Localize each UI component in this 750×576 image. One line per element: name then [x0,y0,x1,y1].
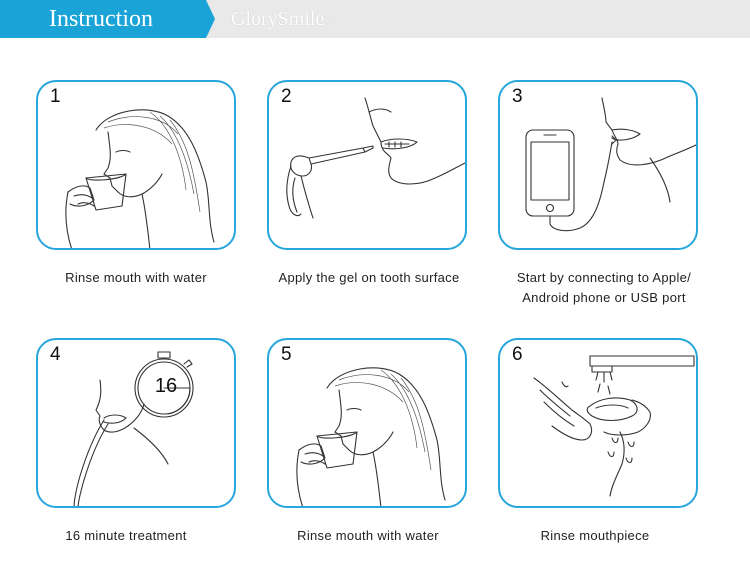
step-number: 1 [50,86,61,107]
step-number: 2 [281,86,292,107]
header-bar [0,0,750,38]
step-card-1 [36,80,236,250]
step-caption-2: Apply the gel on tooth surface [278,270,460,285]
apply-gel-illustration [269,82,467,250]
step-caption-3-line2: Android phone or USB port [522,290,686,305]
step-caption-1: Rinse mouth with water [65,270,207,285]
rinse-mouthpiece-illustration [500,340,698,508]
step-card-6 [498,338,698,508]
rinse-mouth-illustration [38,82,236,250]
step-caption-5: Rinse mouth with water [297,528,439,543]
page-title: Instruction [49,6,153,32]
step-caption-6: Rinse mouthpiece [540,528,650,543]
timer-readout: 16 [154,375,178,397]
step-number: 4 [50,344,61,365]
rinse-mouth-illustration [269,340,467,508]
step-card-4 [36,338,236,508]
step-caption-4: 16 minute treatment [65,528,187,543]
registered-mark: ® [324,17,330,25]
step-card-3 [498,80,698,250]
step-caption-3-line1: Start by connecting to Apple/ [516,270,692,285]
step-number: 5 [281,344,292,365]
brand-name: GlorySmile [231,8,325,30]
phone-connection-illustration [500,82,698,250]
step-card-5 [267,338,467,508]
brand-logo [231,5,330,33]
step-card-2 [267,80,467,250]
treatment-timer-illustration [38,340,236,508]
step-number: 3 [512,86,523,107]
step-number: 6 [512,344,523,365]
